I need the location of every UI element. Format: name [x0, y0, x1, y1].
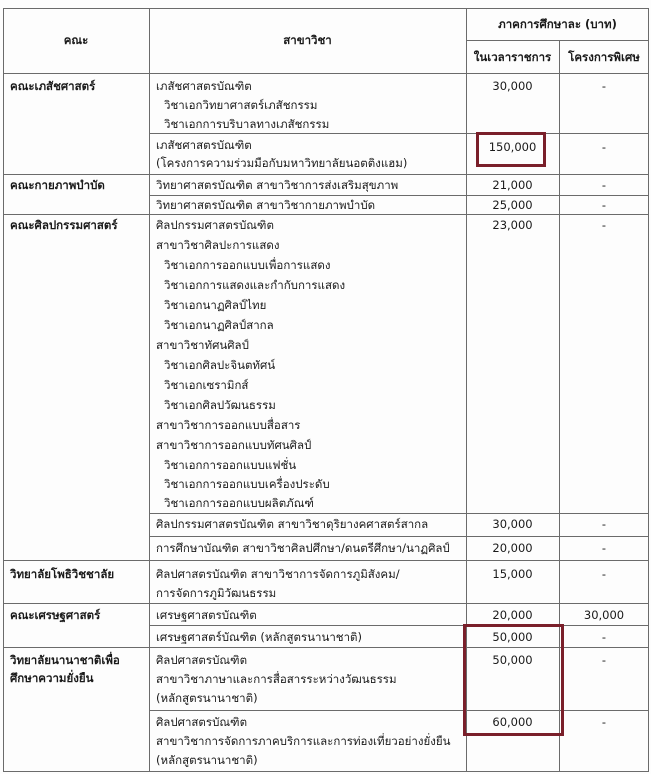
header-fee-group: ภาคการศึกษาละ (บาท) — [498, 17, 617, 31]
fee-regular: 20,000 — [492, 608, 533, 622]
program-line: สาขาวิชาทัศนศิลป์ — [156, 338, 249, 352]
row-rule — [149, 536, 649, 537]
fee-special: - — [601, 198, 607, 212]
fee-regular: 21,000 — [492, 178, 533, 192]
fee-special: - — [601, 653, 607, 667]
header-regular: ในเวลาราชการ — [473, 50, 552, 64]
fee-special: - — [601, 567, 607, 581]
header-major: สาขาวิชา — [283, 33, 332, 47]
fee-regular: 20,000 — [492, 541, 533, 555]
program-line: สาขาวิชาการออกแบบสื่อสาร — [156, 418, 301, 432]
program-line: วิชาเอกการออกแบบแฟชั่น — [164, 458, 297, 472]
program-line: สาขาวิชาการออกแบบทัศนศิลป์ — [156, 438, 312, 452]
faculty-name: วิทยาลัยโพธิวิชชาลัย — [10, 567, 115, 581]
program-line: เศรษฐศาสตรบัณฑิต — [156, 608, 257, 622]
program-line: วิชาเอกเซรามิกส์ — [164, 378, 249, 392]
fee-special: - — [601, 218, 607, 232]
row-rule — [149, 710, 649, 711]
fee-regular: 25,000 — [492, 198, 533, 212]
fee-regular: 50,000 — [492, 630, 533, 644]
fee-regular: 15,000 — [492, 567, 533, 581]
program-line: การศึกษาบัณฑิต สาขาวิชาศิลปศึกษา/ดนตรีศึกษา/นาฏศิลป์ — [156, 541, 450, 555]
row-rule — [3, 560, 649, 561]
header-special: โครงการพิเศษ — [568, 50, 640, 64]
fee-special: - — [601, 178, 607, 192]
program-line: วิทยาศาสตรบัณฑิต สาขาวิชาการส่งเสริมสุขภาพ — [156, 178, 399, 192]
program-line: (หลักสูตรนานาชาติ) — [156, 753, 258, 767]
fee-special: - — [601, 140, 607, 154]
program-line: การจัดการภูมิวัฒนธรรม — [156, 586, 277, 600]
table-border-bottom — [3, 771, 649, 772]
program-line: วิชาเอกการออกแบบผลิตภัณฑ์ — [164, 496, 314, 510]
program-line: (โครงการความร่วมมือกับมหาวิทยาลัยนอตติงแฮม) — [156, 156, 408, 170]
header-faculty: คณะ — [63, 33, 89, 47]
row-rule — [3, 174, 649, 175]
row-rule — [3, 214, 649, 215]
program-line: ศิลปกรรมศาสตรบัณฑิต — [156, 218, 274, 232]
program-line: วิชาเอกการแสดงและกำกับการแสดง — [164, 278, 346, 292]
fee-special: - — [601, 630, 607, 644]
fee-regular: 50,000 — [492, 653, 533, 667]
program-line: สาขาวิชาภาษาและการสื่อสารระหว่างวัฒนธรรม — [156, 672, 397, 686]
row-rule — [149, 625, 649, 626]
program-line: วิชาเอกการบริบาลทางเภสัชกรรม — [164, 117, 330, 131]
faculty-name: คณะเภสัชศาสตร์ — [10, 79, 96, 93]
fee-special: - — [601, 517, 607, 531]
faculty-name: ศึกษาความยั่งยืน — [10, 671, 94, 685]
program-line: ศิลปกรรมศาสตรบัณฑิต สาขาวิชาดุริยางคศาสตร์สากล — [156, 517, 429, 531]
program-line: ศิลปศาสตรบัณฑิต — [156, 715, 248, 729]
highlight-box — [476, 132, 546, 167]
header-divider — [466, 40, 649, 41]
fee-special: - — [601, 79, 607, 93]
program-line: ศิลปศาสตรบัณฑิต สาขาวิชาการจัดการภูมิสังคม/ — [156, 567, 400, 581]
fee-special: 30,000 — [583, 608, 625, 622]
fee-special: - — [601, 541, 607, 555]
program-line: สาขาวิชาศิลปะการแสดง — [156, 238, 280, 252]
program-line: (หลักสูตรนานาชาติ) — [156, 691, 258, 705]
fee-regular: 30,000 — [492, 517, 533, 531]
program-line: วิชาเอกการออกแบบเครื่องประดับ — [164, 477, 330, 491]
row-rule — [149, 513, 649, 514]
program-line: วิชาเอกการออกแบบเพื่อการแสดง — [164, 258, 331, 272]
program-line: วิชาเอกศิลปวัฒนธรรม — [164, 398, 276, 412]
program-line: สาขาวิชาการจัดการภาคบริการและการท่องเที่ยวอย่างยั่งยืน — [156, 734, 451, 748]
fee-regular: 150,000 — [488, 140, 537, 154]
faculty-name: คณะศิลปกรรมศาสตร์ — [10, 218, 118, 232]
table-border-top — [3, 8, 649, 9]
program-line: วิชาเอกนาฏศิลป์ไทย — [164, 298, 267, 312]
program-line: วิชาเอกศิลปะจินตทัศน์ — [164, 358, 276, 372]
faculty-name: วิทยาลัยนานาชาติเพื่อ — [10, 653, 120, 667]
program-line: เภสัชศาสตรบัณฑิต — [156, 138, 252, 152]
fee-regular: 30,000 — [492, 79, 533, 93]
fee-special: - — [601, 715, 607, 729]
column-rule — [149, 8, 150, 772]
row-rule — [149, 133, 649, 134]
faculty-name: คณะกายภาพบำบัด — [10, 178, 105, 192]
highlight-box — [463, 624, 564, 736]
program-line: เภสัชศาสตรบัณฑิต — [156, 79, 252, 93]
table-border-left — [3, 8, 4, 772]
program-line: เศรษฐศาสตร์บัณฑิต (หลักสูตรนานาชาติ) — [156, 630, 362, 644]
header-bottom-rule — [3, 73, 649, 74]
fee-regular: 23,000 — [492, 218, 533, 232]
program-line: วิชาเอกวิทยาศาสตร์เภสัชกรรม — [164, 98, 318, 112]
program-line: วิชาเอกนาฏศิลป์สากล — [164, 318, 274, 332]
program-line: ศิลปศาสตรบัณฑิต — [156, 653, 248, 667]
faculty-name: คณะเศรษฐศาสตร์ — [10, 608, 101, 622]
program-line: วิทยาศาสตรบัณฑิต สาขาวิชากายภาพบำบัด — [156, 198, 376, 212]
fee-regular: 60,000 — [492, 715, 533, 729]
row-rule — [3, 603, 649, 604]
